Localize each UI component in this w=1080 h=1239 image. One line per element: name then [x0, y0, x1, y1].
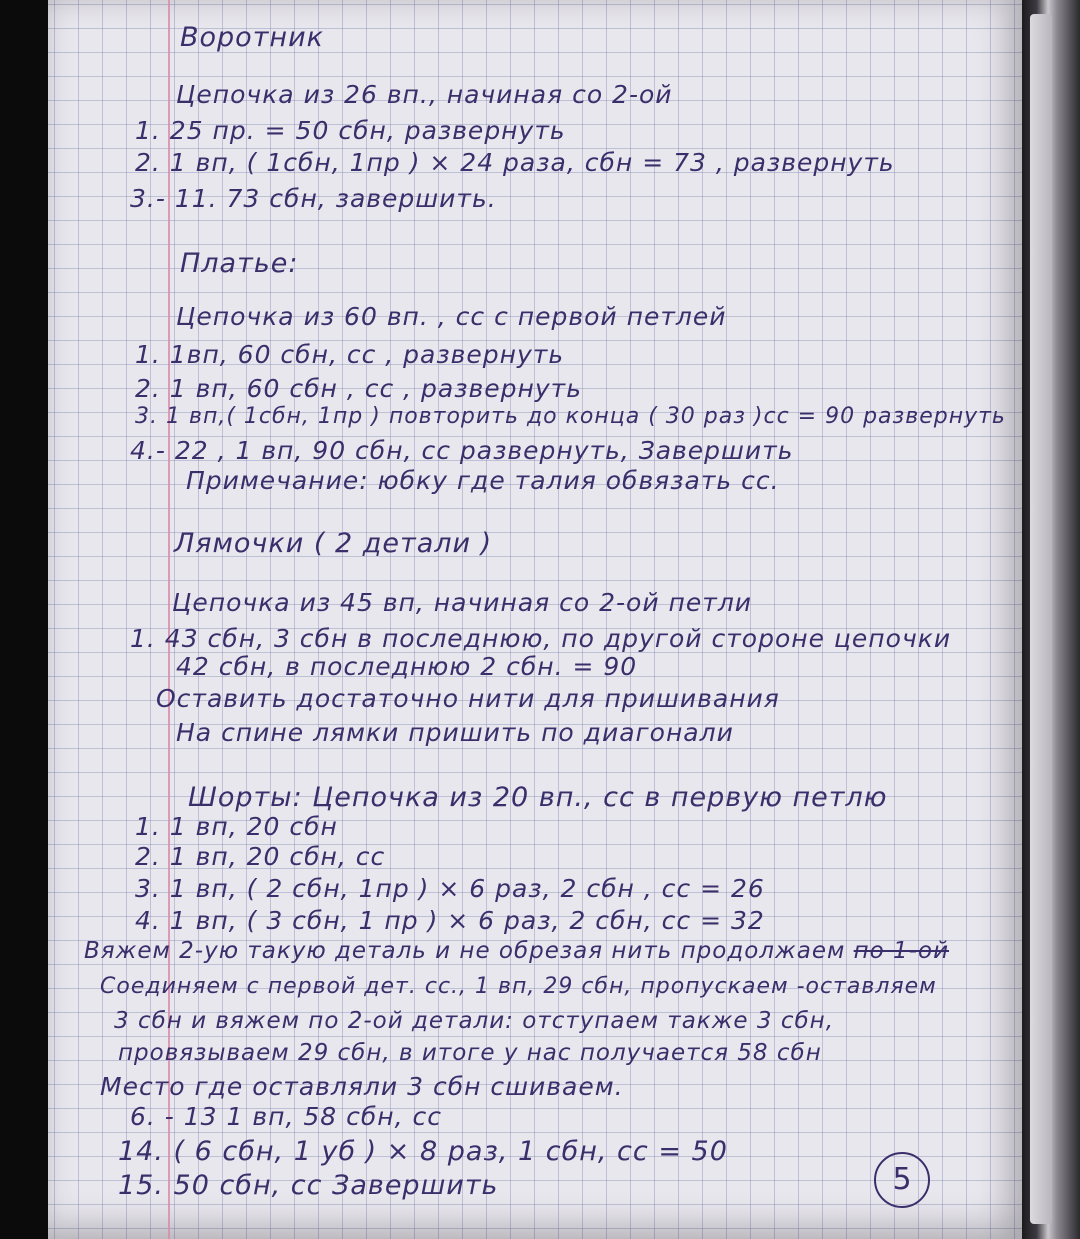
dress-chain: Цепочка из 60 вп. , сс с первой петлей: [176, 302, 727, 331]
shorts-row-3: 3. 1 вп, ( 2 сбн, 1пр ) × 6 раз, 2 сбн , сс = 26: [135, 874, 765, 903]
collar-title: Воротник: [180, 22, 324, 53]
straps-note-1: Оставить достаточно нити для пришивания: [156, 684, 780, 713]
dress-row-4: 4.- 22 , 1 вп, 90 сбн, сс развернуть, Завершить: [130, 436, 794, 465]
dress-row-3: 3. 1 вп,( 1сбн, 1пр ) повторить до конца ( 30 раз )сс = 90 развернуть: [135, 404, 1006, 429]
shorts-para-5: Место где оставляли 3 сбн сшиваем.: [100, 1072, 624, 1101]
dress-note: Примечание: юбку где талия обвязать сс.: [186, 466, 780, 495]
shorts-para-1: Вяжем 2-ую такую деталь и не обрезая нить продолжаем по 1-ой: [84, 938, 950, 964]
shorts-row-6: 6. - 13 1 вп, 58 сбн, сс: [130, 1102, 443, 1131]
dress-title: Платье:: [180, 248, 299, 279]
collar-row-2: 2. 1 вп, ( 1сбн, 1пр ) × 24 раза, сбн = 73 , развернуть: [135, 148, 895, 177]
shorts-row-4: 4. 1 вп, ( 3 сбн, 1 пр ) × 6 раз, 2 сбн, сс = 32: [135, 906, 765, 935]
shorts-row-15: 15. 50 сбн, сс Завершить: [118, 1170, 499, 1201]
collar-row-1: 1. 25 пр. = 50 сбн, развернуть: [135, 116, 566, 145]
straps-note-2: На спине лямки пришить по диагонали: [176, 718, 734, 747]
page-number: 5: [874, 1152, 930, 1208]
shorts-row-1: 1. 1 вп, 20 сбн: [135, 812, 338, 841]
shorts-para-4: провязываем 29 сбн, в итоге у нас получается 58 сбн: [118, 1040, 822, 1066]
dress-row-2: 2. 1 вп, 60 сбн , сс , развернуть: [135, 374, 582, 403]
struck-text: по 1-ой: [853, 938, 950, 964]
collar-row-3: 3.- 11. 73 сбн, завершить.: [130, 184, 497, 213]
straps-title: Лямочки ( 2 детали ): [174, 528, 493, 559]
collar-chain: Цепочка из 26 вп., начиная со 2-ой: [176, 80, 673, 109]
shorts-row-2: 2. 1 вп, 20 сбн, сс: [135, 842, 386, 871]
shorts-para-2: Соединяем с первой дет. сс., 1 вп, 29 сбн, пропускаем -оставляем: [100, 974, 937, 999]
dress-row-1: 1. 1вп, 60 сбн, сс , развернуть: [135, 340, 565, 369]
straps-row-1b: 42 сбн, в последнюю 2 сбн. = 90: [176, 652, 638, 681]
next-page-edge: [1030, 14, 1052, 1224]
straps-row-1a: 1. 43 сбн, 3 сбн в последнюю, по другой стороне цепочки: [130, 624, 952, 653]
shorts-para-3: 3 сбн и вяжем по 2-ой детали: отступаем также 3 сбн,: [114, 1008, 834, 1034]
shorts-row-14: 14. ( 6 сбн, 1 уб ) × 8 раз, 1 сбн, сс = 50: [118, 1136, 728, 1167]
shorts-title: Шорты: Цепочка из 20 вп., сс в первую петлю: [188, 782, 888, 813]
straps-chain: Цепочка из 45 вп, начиная со 2-ой петли: [172, 588, 753, 617]
